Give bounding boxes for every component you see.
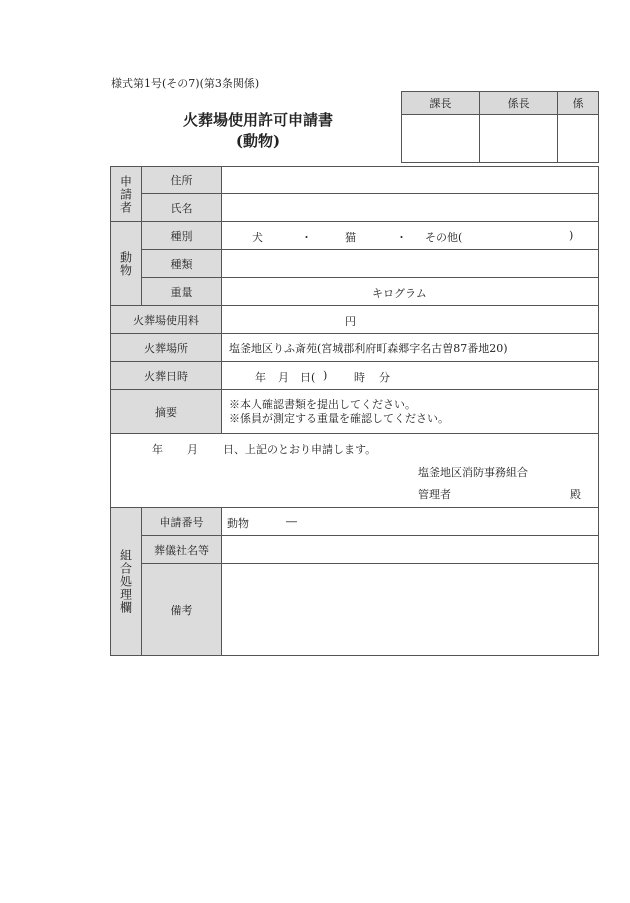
kind-separator-1: ・ — [301, 231, 312, 244]
animal-type-label: 種類 — [142, 250, 222, 278]
summary-notes — [222, 390, 599, 434]
declaration-honorific: 殿 — [570, 488, 581, 501]
animal-weight-label: 重量 — [142, 278, 222, 306]
approval-header-subsection-chief: 係長 — [480, 92, 558, 115]
name-field[interactable] — [222, 194, 599, 222]
datetime-weekday-close: ) — [323, 369, 328, 382]
approval-header-staff: 係 — [558, 92, 599, 115]
fee-unit: 円 — [345, 315, 356, 328]
approval-header-section-chief: 課長 — [402, 92, 480, 115]
animal-group-label: 動物 — [111, 222, 142, 306]
summary-note-1: ※本人確認書類を提出してください。 — [229, 397, 416, 411]
application-number-prefix: 動物 — [227, 517, 249, 530]
kind-other-close: ) — [569, 229, 574, 242]
funeral-home-label: 葬儀社名等 — [142, 536, 222, 564]
form-title — [160, 110, 356, 152]
title-line-1: 火葬場使用許可申請書 — [182, 111, 333, 129]
datetime-label: 火葬日時 — [111, 362, 222, 390]
address-field[interactable] — [222, 167, 599, 194]
datetime-year: 年 — [255, 371, 266, 384]
remarks-field[interactable] — [222, 564, 599, 656]
office-use-group-label: 組合処理欄 — [111, 508, 142, 656]
approval-stamp-table — [401, 91, 599, 163]
summary-label: 摘要 — [111, 390, 222, 434]
summary-note-2: ※係員が測定する重量を確認してください。 — [229, 411, 449, 425]
kind-dog-option[interactable]: 犬 — [252, 231, 263, 244]
animal-kind-label: 種別 — [142, 222, 222, 250]
remarks-label: 備考 — [142, 564, 222, 656]
kind-other-option[interactable]: その他( — [425, 231, 463, 244]
title-line-2: (動物) — [235, 132, 281, 150]
application-number-label: 申請番号 — [142, 508, 222, 536]
fee-field[interactable] — [222, 306, 599, 334]
declaration-text: 日、上記のとおり申請します。 — [223, 443, 377, 456]
datetime-month: 月 — [278, 371, 289, 384]
funeral-home-field[interactable] — [222, 536, 599, 564]
weight-unit: キログラム — [372, 287, 427, 300]
fee-label: 火葬場使用料 — [111, 306, 222, 334]
kind-cat-option[interactable]: 猫 — [345, 231, 356, 244]
declaration-year: 年 — [152, 443, 163, 456]
stamp-box-section-chief[interactable] — [402, 115, 480, 163]
animal-kind-field[interactable] — [222, 222, 599, 250]
application-number-dash: ― — [286, 515, 297, 528]
stamp-box-staff[interactable] — [558, 115, 599, 163]
stamp-box-subsection-chief[interactable] — [480, 115, 558, 163]
form-number: 様式第1号(その7)(第3条関係) — [111, 77, 260, 90]
declaration-block — [111, 434, 599, 508]
place-label: 火葬場所 — [111, 334, 222, 362]
application-form-table — [110, 166, 599, 656]
address-label: 住所 — [142, 167, 222, 194]
datetime-field[interactable] — [222, 362, 599, 390]
name-label: 氏名 — [142, 194, 222, 222]
declaration-org: 塩釜地区消防事務組合 — [418, 466, 528, 479]
declaration-month: 月 — [187, 443, 198, 456]
application-number-field[interactable] — [222, 508, 599, 536]
applicant-group-label: 申請者 — [111, 167, 142, 222]
datetime-day: 日( — [300, 371, 316, 384]
datetime-minute: 分 — [379, 371, 390, 384]
animal-type-field[interactable] — [222, 250, 599, 278]
datetime-hour: 時 — [354, 371, 365, 384]
declaration-manager: 管理者 — [418, 488, 451, 501]
animal-weight-field[interactable] — [222, 278, 599, 306]
place-value: 塩釜地区りふ斎苑(宮城郡利府町森郷字名古曽87番地20) — [222, 334, 599, 362]
kind-separator-2: ・ — [396, 231, 407, 244]
